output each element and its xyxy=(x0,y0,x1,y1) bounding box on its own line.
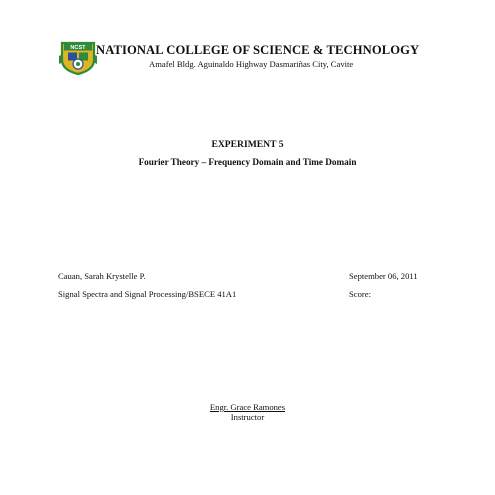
college-name: NATIONAL COLLEGE OF SCIENCE & TECHNOLOGY xyxy=(96,43,420,57)
submission-date: September 06, 2011 xyxy=(349,271,418,281)
instructor-role: Instructor xyxy=(230,412,265,422)
student-name: Cauan, Sarah Krystelle P. xyxy=(58,271,146,281)
course-section: Signal Spectra and Signal Processing/BSECE 41A1 xyxy=(58,289,237,299)
experiment-title: EXPERIMENT 5 xyxy=(211,139,284,150)
logo-text: NCST xyxy=(70,45,86,52)
score-label: Score: xyxy=(349,289,371,299)
college-address: Amafel Bldg. Aguinaldo Highway Dasmariñas City, Cavite xyxy=(149,59,354,69)
experiment-subtitle: Fourier Theory – Frequency Domain and Time Domain xyxy=(138,157,357,167)
instructor-name: Engr. Grace Ramones xyxy=(209,402,286,412)
instructor-name-line xyxy=(0,402,495,412)
ncst-logo-icon xyxy=(58,40,98,76)
